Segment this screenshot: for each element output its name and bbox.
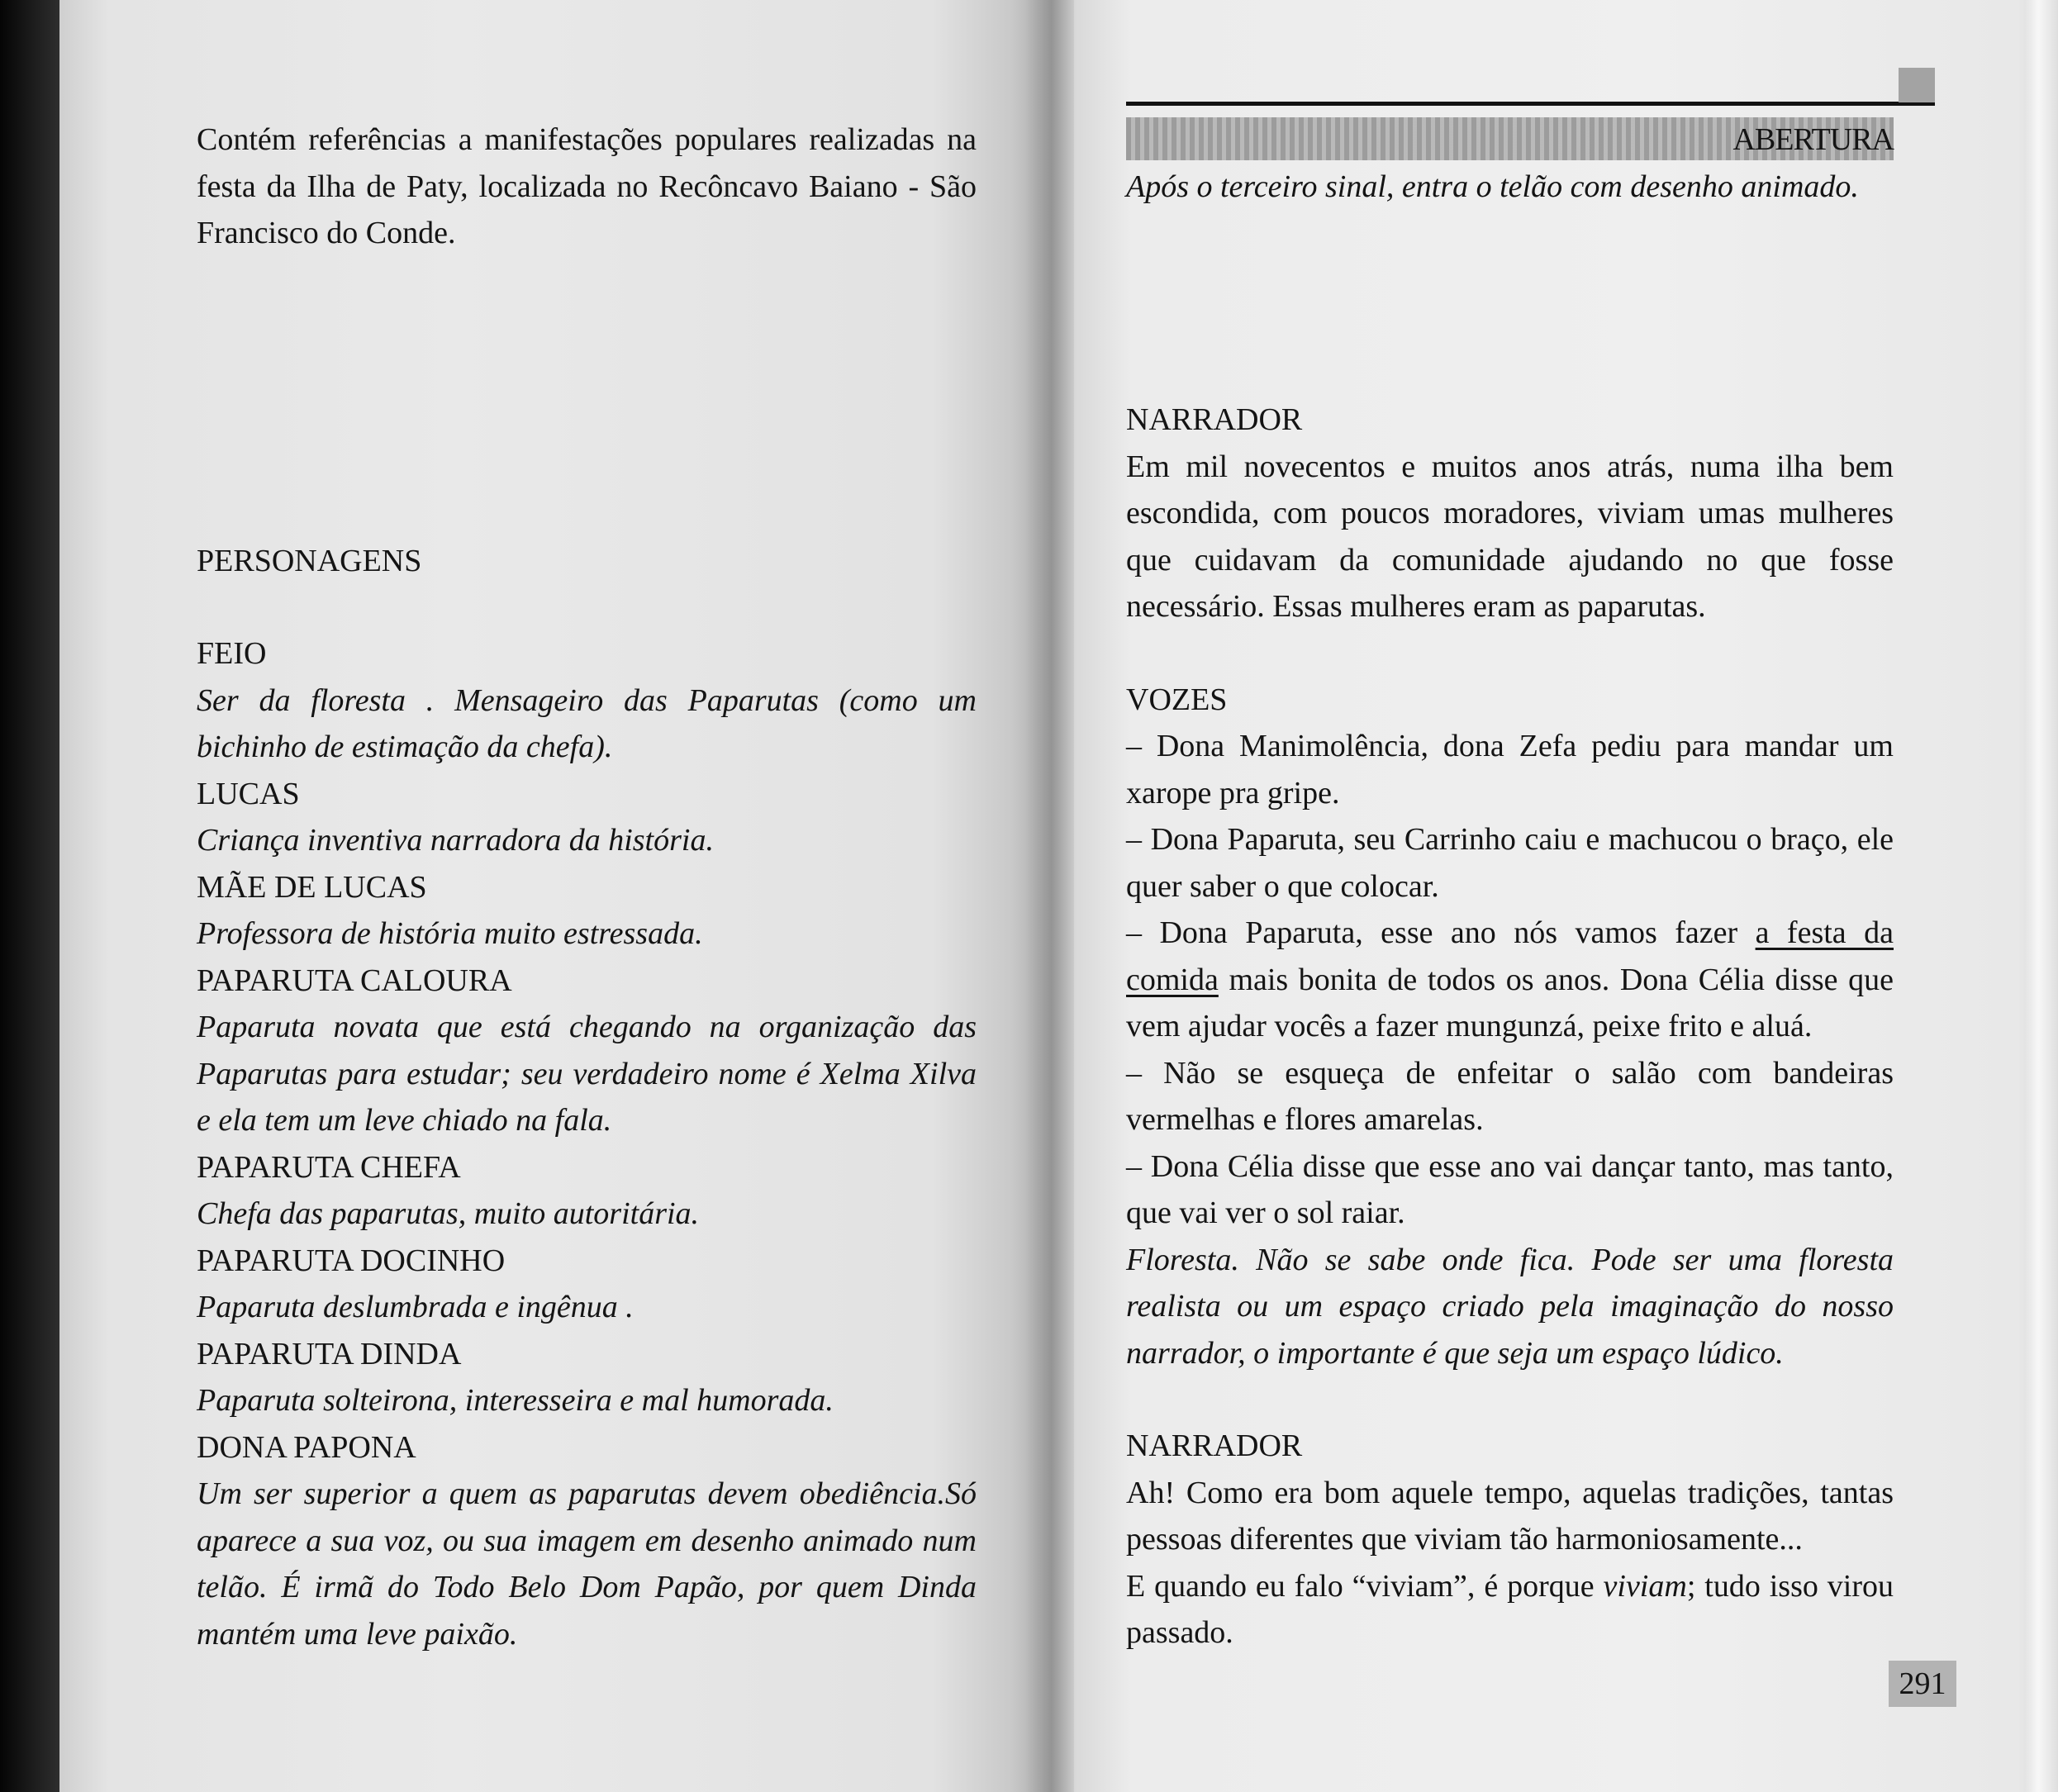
right-page-text [1126, 116, 1894, 1657]
underlined-text: a festa da comida [1126, 915, 1894, 997]
dialogue: Em mil novecentos e muitos anos atrás, numa ilha bem escondida, com poucos moradores, viviam umas mulheres que cuidavam da comunidade ajudando no que fosse necessário. Essas mulheres eram as paparutas. [1126, 449, 1894, 624]
character-description: Chefa das paparutas, muito autoritária. [197, 1196, 700, 1231]
book-edge-shadow [0, 0, 59, 1792]
character-description: Ser da floresta . Mensageiro das Paparutas (como um bichinho de estimação da chefa). [197, 682, 977, 764]
character-name: LUCAS [197, 776, 300, 811]
stage-direction: Floresta. Não se sabe onde fica. Pode ser uma floresta realista ou um espaço criado pela imaginação do nosso narrador, o importante é que seja um espaço lúdico. [1126, 1242, 1894, 1371]
character-name: PAPARUTA DINDA [197, 1336, 462, 1371]
corner-marker [1899, 68, 1935, 102]
character-description: Professora de história muito estressada. [197, 916, 703, 951]
scene-title: ABERTURA [1732, 122, 1894, 157]
dialogue: – Dona Célia disse que esse ano vai dançar tanto, mas tanto, que vai ver o sol raiar. [1126, 1148, 1894, 1230]
character-name: PAPARUTA CHEFA [197, 1149, 461, 1185]
stage-direction: Após o terceiro sinal, entra o telão com desenho animado. [1126, 169, 1859, 204]
character-description: Criança inventiva narradora da história. [197, 823, 714, 858]
character-description: Paparuta novata que está chegando na organização das Paparutas para estudar; seu verdadeiro nome é Xelma Xilva e ela tem um leve chiado na fala. [197, 1010, 977, 1138]
header-rule [1126, 102, 1935, 106]
dialogue: – Dona Manimolência, dona Zefa pediu para mandar um xarope pra gripe. [1126, 729, 1894, 810]
dialogue-text: ; tudo isso virou passado. [1126, 1568, 1894, 1650]
character-name: PAPARUTA CALOURA [197, 963, 512, 998]
book-gutter [1024, 0, 1074, 1792]
character-description: Paparuta deslumbrada e ingênua . [197, 1290, 634, 1324]
character-name: FEIO [197, 636, 267, 671]
speaker-name: VOZES [1126, 682, 1228, 717]
dialogue-text: – Dona Paparuta, esse ano nós vamos fazer [1126, 915, 1756, 950]
page-number: 291 [1889, 1661, 1956, 1707]
dialogue: Ah! Como era bom aquele tempo, aquelas tradições, tantas pessoas diferentes que viviam tão harmoniosamente... [1126, 1475, 1894, 1557]
dialogue: – Dona Paparuta, seu Carrinho caiu e machucou o braço, ele quer saber o que colocar. [1126, 822, 1894, 904]
character-description: Um ser superior a quem as paparutas devem obediência.Só aparece a sua voz, ou sua imagem em desenho animado num telão. É irmã do Todo Belo Dom Papão, por quem Dinda mantém uma leve paixão. [197, 1476, 977, 1652]
dialogue [1126, 910, 1894, 1050]
emphasis-text: viviam [1603, 1568, 1687, 1604]
dialogue-text: E quando eu falo “viviam”, é porque [1126, 1568, 1604, 1604]
character-list [197, 630, 977, 1657]
intro-paragraph: Contém referências a manifestações populares realizadas na festa da Ilha de Paty, localizada no Recôncavo Baiano - São Francisco do Conde. [197, 122, 977, 250]
character-name: MÃE DE LUCAS [197, 869, 427, 905]
character-name: PAPARUTA DOCINHO [197, 1243, 506, 1278]
character-name: DONA PAPONA [197, 1429, 416, 1465]
dialogue: – Não se esqueça de enfeitar o salão com bandeiras vermelhas e flores amarelas. [1126, 1055, 1894, 1137]
left-page-text [197, 116, 977, 1657]
speaker-name: NARRADOR [1126, 1428, 1303, 1463]
characters-heading: PERSONAGENS [197, 543, 422, 578]
dialogue-text: mais bonita de todos os anos. Dona Célia disse que vem ajudar vocês a fazer mungunzá, peixe frito e aluá. [1126, 962, 1894, 1043]
character-description: Paparuta solteirona, interesseira e mal humorada. [197, 1383, 834, 1418]
speaker-name: NARRADOR [1126, 402, 1303, 437]
dialogue [1126, 1563, 1894, 1657]
